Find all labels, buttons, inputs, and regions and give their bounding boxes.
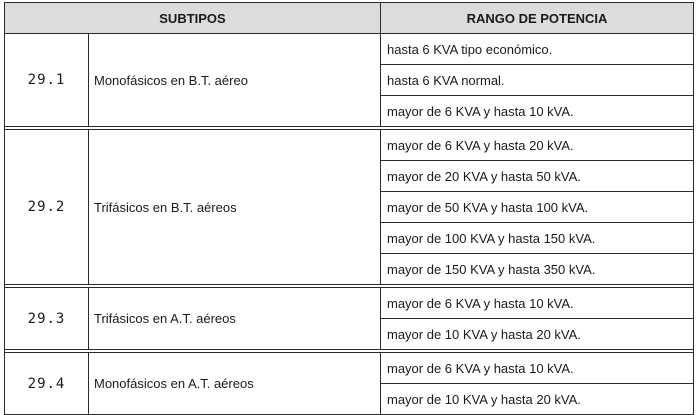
power-range: mayor de 6 KVA y hasta 10 kVA. (381, 288, 694, 319)
subtype-code: 29.3 (5, 288, 89, 350)
subtype-name: Monofásicos en A.T. aéreos (89, 353, 381, 415)
subtype-code: 29.1 (5, 34, 89, 127)
power-range: mayor de 150 KVA y hasta 350 kVA. (381, 254, 694, 285)
subtype-name: Trifásicos en A.T. aéreos (89, 288, 381, 350)
power-range: mayor de 10 KVA y hasta 20 kVA. (381, 384, 694, 415)
power-range: mayor de 6 KVA y hasta 10 kVA. (381, 353, 694, 384)
table-row (5, 34, 694, 65)
subtype-name: Trifásicos en B.T. aéreos (89, 130, 381, 285)
power-range: mayor de 50 KVA y hasta 100 kVA. (381, 192, 694, 223)
header-rango-de-potencia: RANGO DE POTENCIA (381, 3, 694, 34)
subtype-code: 29.4 (5, 353, 89, 415)
power-range: mayor de 10 KVA y hasta 20 kVA. (381, 319, 694, 350)
table-row (5, 288, 694, 319)
power-range: hasta 6 KVA normal. (381, 65, 694, 96)
table-row (5, 130, 694, 161)
header-subtipos: SUBTIPOS (5, 3, 381, 34)
table-header-row (5, 3, 694, 34)
power-range: mayor de 20 KVA y hasta 50 kVA. (381, 161, 694, 192)
subtype-code: 29.2 (5, 130, 89, 285)
subtypes-table (4, 2, 694, 415)
table-row (5, 353, 694, 384)
power-range: mayor de 100 KVA y hasta 150 kVA. (381, 223, 694, 254)
power-range: mayor de 6 KVA y hasta 20 kVA. (381, 130, 694, 161)
power-range: mayor de 6 KVA y hasta 10 kVA. (381, 96, 694, 127)
power-range: hasta 6 KVA tipo económico. (381, 34, 694, 65)
subtype-name: Monofásicos en B.T. aéreo (89, 34, 381, 127)
